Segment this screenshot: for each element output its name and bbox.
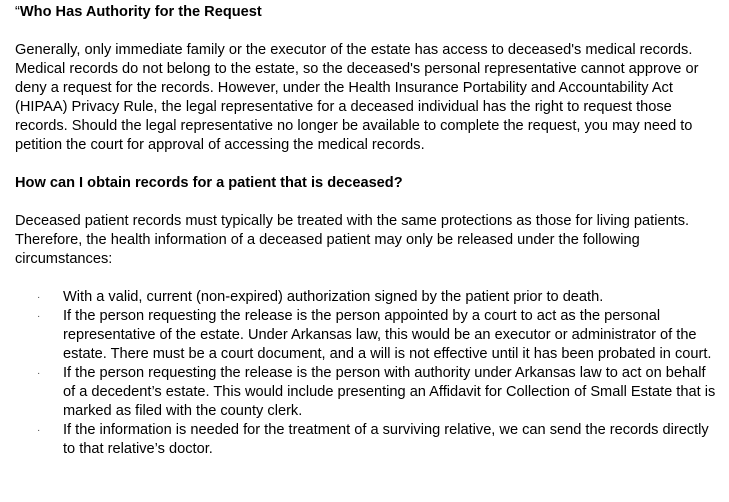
list-item — [15, 364, 729, 421]
list-item — [15, 288, 729, 307]
list-item-text: With a valid, current (non-expired) authorization signed by the patient prior to death. — [63, 289, 604, 305]
list-item — [15, 307, 729, 364]
spacer — [15, 193, 729, 212]
list-item-text: If the person requesting the release is the person with authority under Arkansas law to act on behalf of a decedent’s estate. This would include presenting an Affidavit for Collection of Small Estate that is marked as filed with the county clerk. — [63, 365, 716, 419]
authority-paragraph: Generally, only immediate family or the executor of the estate has access to deceased's medical records. Medical records do not belong to the estate, so the deceased's personal representative cannot approve or deny a request for the records. However, under the Health Insurance Portability and Accountability Act (HIPAA) Privacy Rule, the legal representative for a deceased individual has the right to request those records. Should the legal representative no longer be available to complete the request, you may need to petition the court for approval of accessing the medical records. — [15, 42, 699, 153]
obtain-records-intro: Deceased patient records must typically be treated with the same protections as those for living patients. Therefore, the health information of a deceased patient may only be released under the following circumstances: — [15, 213, 690, 267]
spacer — [15, 155, 729, 174]
section-heading-authority-text: Who Has Authority for the Request — [19, 4, 262, 20]
bullet-icon: · — [37, 292, 41, 303]
list-item-text: If the person requesting the release is the person appointed by a court to act as the personal representative of the estate. Under Arkansas law, this would be an executor or administrator of the estate. There must be a court document, and a will is not effective until it has been probated in court. — [63, 308, 712, 362]
spacer — [15, 269, 729, 288]
bullet-icon: · — [37, 368, 41, 379]
bullet-icon: · — [37, 311, 41, 322]
list-item — [15, 421, 729, 459]
spacer — [15, 22, 729, 41]
open-quote: “ — [15, 4, 20, 20]
section-heading-obtain-records: How can I obtain records for a patient that is deceased? — [15, 175, 403, 191]
bullet-icon: · — [37, 425, 41, 436]
section-heading-authority — [15, 3, 729, 22]
circumstances-list — [15, 288, 729, 459]
list-item-text: If the information is needed for the treatment of a surviving relative, we can send the records directly to that relative’s doctor. — [63, 422, 709, 457]
